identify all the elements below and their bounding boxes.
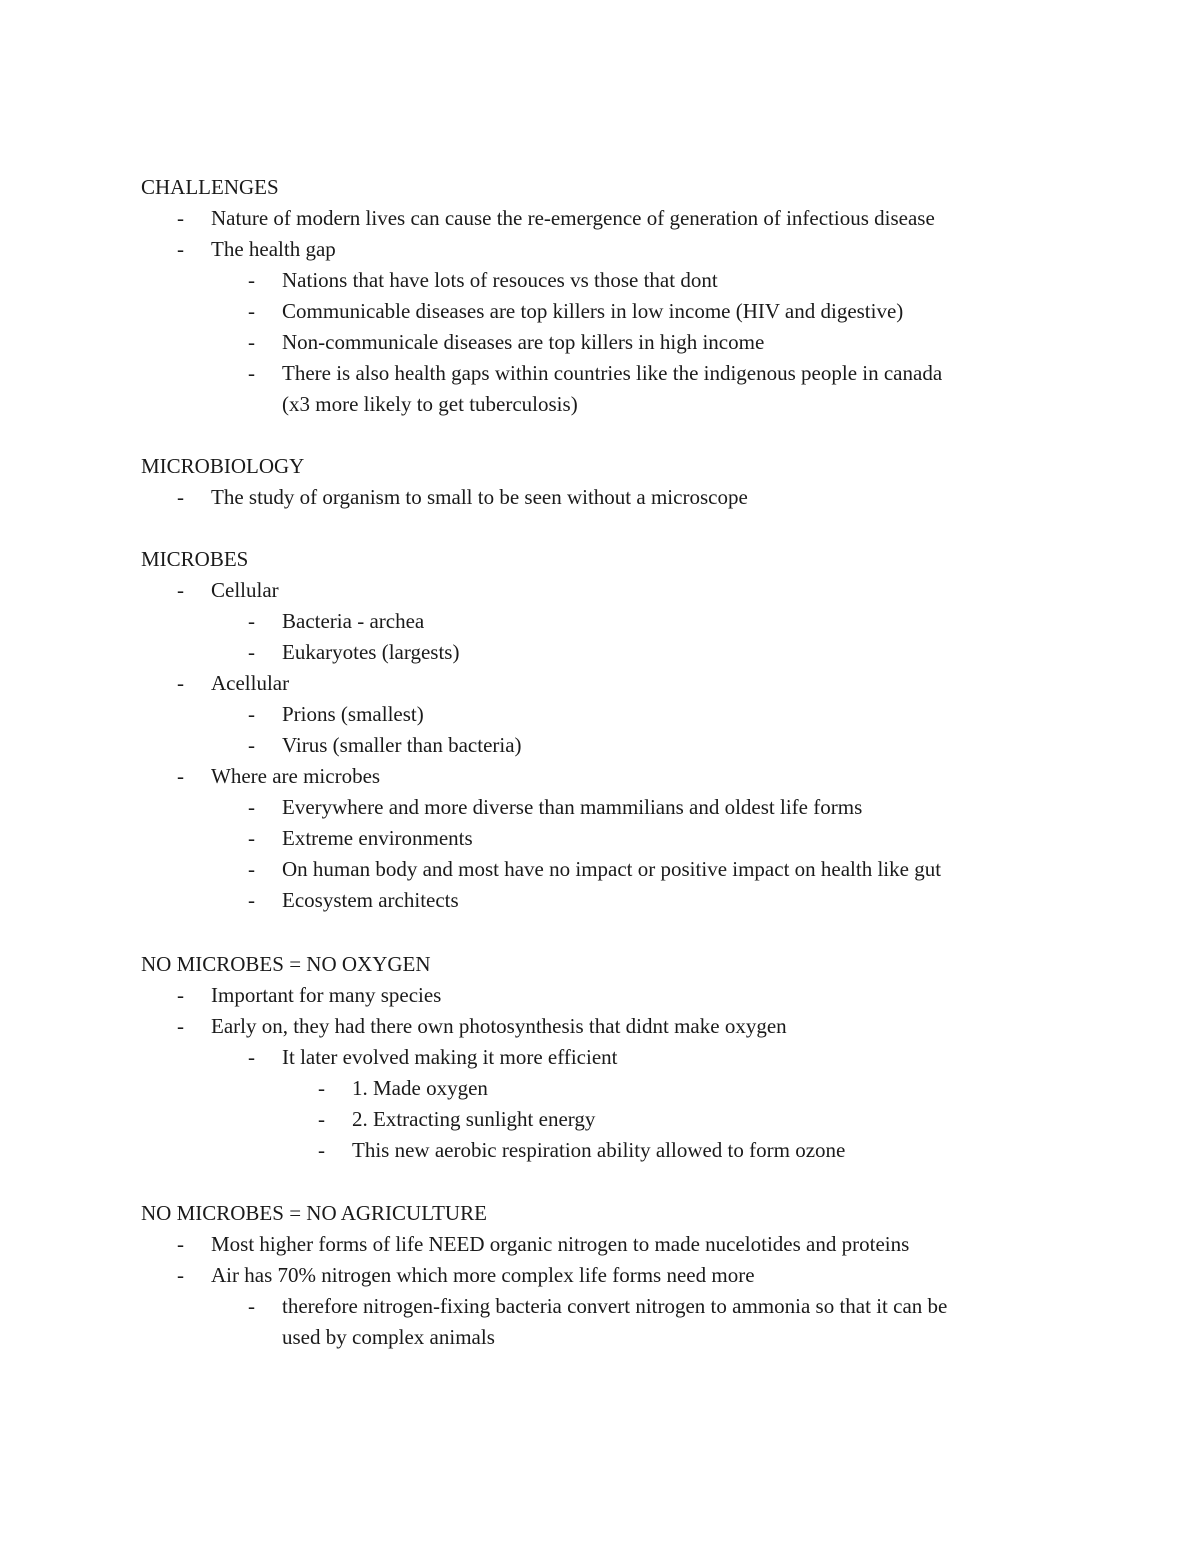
bullet-dash: - (177, 1232, 184, 1256)
list-item-text: used by complex animals (282, 1325, 495, 1349)
section-heading: NO MICROBES = NO OXYGEN (141, 952, 431, 976)
section-heading: MICROBES (141, 547, 249, 571)
bullet-dash: - (248, 1045, 255, 1069)
bullet-dash: - (177, 578, 184, 602)
list-item-text: Cellular (211, 578, 279, 602)
list-item (0, 296, 1200, 327)
bullet-dash: - (318, 1138, 325, 1162)
list-item (0, 1260, 1200, 1291)
list-item (0, 1104, 1200, 1135)
bullet-dash: - (248, 268, 255, 292)
list-item-text: On human body and most have no impact or positive impact on health like gut (282, 857, 942, 881)
list-item-text: Non-communicale diseases are top killers in high income (282, 330, 765, 354)
list-item-continuation (0, 1322, 1200, 1353)
section-oxygen (0, 949, 1200, 1166)
list-item (0, 265, 1200, 296)
bullet-dash: - (177, 983, 184, 1007)
list-item (0, 885, 1200, 916)
list-item-text: Extreme environments (282, 826, 473, 850)
list-item-text: 1. Made oxygen (352, 1076, 488, 1100)
list-item (0, 1073, 1200, 1104)
bullet-dash: - (248, 733, 255, 757)
bullet-dash: - (248, 888, 255, 912)
list-item (0, 637, 1200, 668)
list-item (0, 699, 1200, 730)
bullet-dash: - (177, 764, 184, 788)
list-item (0, 1042, 1200, 1073)
list-item-text: Most higher forms of life NEED organic nitrogen to made nucelotides and proteins (211, 1232, 910, 1256)
list-item-text: Prions (smallest) (282, 702, 424, 726)
list-item-text: Bacteria - archea (282, 609, 425, 633)
list-item-text: This new aerobic respiration ability allowed to form ozone (352, 1138, 846, 1162)
list-item (0, 823, 1200, 854)
bullet-dash: - (177, 237, 184, 261)
list-item-text: Nations that have lots of resouces vs those that dont (282, 268, 718, 292)
list-item-text: The health gap (211, 237, 336, 261)
section-heading: NO MICROBES = NO AGRICULTURE (141, 1201, 487, 1225)
list-item-text: Nature of modern lives can cause the re-emergence of generation of infectious disease (211, 206, 935, 230)
list-item (0, 730, 1200, 761)
list-item-text: Where are microbes (211, 764, 381, 788)
list-item (0, 668, 1200, 699)
list-item-text: Acellular (211, 671, 290, 695)
bullet-dash: - (248, 330, 255, 354)
list-item-text: Important for many species (211, 983, 442, 1007)
list-item (0, 761, 1200, 792)
list-item-text: The study of organism to small to be seen without a microscope (211, 485, 748, 509)
bullet-dash: - (177, 1263, 184, 1287)
list-item (0, 482, 1200, 513)
bullet-dash: - (248, 826, 255, 850)
list-item-text: Eukaryotes (largests) (282, 640, 460, 664)
list-item (0, 980, 1200, 1011)
section-heading: CHALLENGES (141, 175, 279, 199)
list-item-continuation (0, 389, 1200, 420)
list-item (0, 854, 1200, 885)
list-item-text: It later evolved making it more efficient (282, 1045, 618, 1069)
list-item (0, 792, 1200, 823)
list-item-text: Early on, they had there own photosynthesis that didnt make oxygen (211, 1014, 787, 1038)
list-item-text: Air has 70% nitrogen which more complex life forms need more (211, 1263, 755, 1287)
bullet-dash: - (248, 640, 255, 664)
bullet-dash: - (248, 702, 255, 726)
bullet-dash: - (248, 299, 255, 323)
list-item (0, 1229, 1200, 1260)
list-item (0, 234, 1200, 265)
list-item (0, 1011, 1200, 1042)
list-item-text: 2. Extracting sunlight energy (352, 1107, 596, 1131)
bullet-dash: - (248, 361, 255, 385)
bullet-dash: - (248, 795, 255, 819)
list-item-text: Ecosystem architects (282, 888, 459, 912)
section-heading: MICROBIOLOGY (141, 454, 305, 478)
list-item-text: Virus (smaller than bacteria) (282, 733, 522, 757)
bullet-dash: - (177, 485, 184, 509)
bullet-dash: - (248, 1294, 255, 1318)
list-item (0, 203, 1200, 234)
list-item-text: Everywhere and more diverse than mammilians and oldest life forms (282, 795, 863, 819)
bullet-dash: - (318, 1107, 325, 1131)
list-item-text: therefore nitrogen-fixing bacteria convert nitrogen to ammonia so that it can be (282, 1294, 948, 1318)
section-microbes (0, 544, 1200, 916)
list-item (0, 1291, 1200, 1322)
list-item (0, 575, 1200, 606)
bullet-dash: - (177, 1014, 184, 1038)
list-item-text: Communicable diseases are top killers in low income (HIV and digestive) (282, 299, 904, 323)
list-item (0, 606, 1200, 637)
bullet-dash: - (318, 1076, 325, 1100)
list-item (0, 327, 1200, 358)
section-challenges (0, 172, 1200, 420)
list-item-text: (x3 more likely to get tuberculosis) (282, 392, 578, 416)
section-agriculture (0, 1198, 1200, 1353)
list-item-text: There is also health gaps within countries like the indigenous people in canada (282, 361, 943, 385)
list-item (0, 358, 1200, 389)
bullet-dash: - (248, 609, 255, 633)
bullet-dash: - (177, 206, 184, 230)
section-microbiology (0, 451, 1200, 513)
bullet-dash: - (177, 671, 184, 695)
list-item (0, 1135, 1200, 1166)
bullet-dash: - (248, 857, 255, 881)
